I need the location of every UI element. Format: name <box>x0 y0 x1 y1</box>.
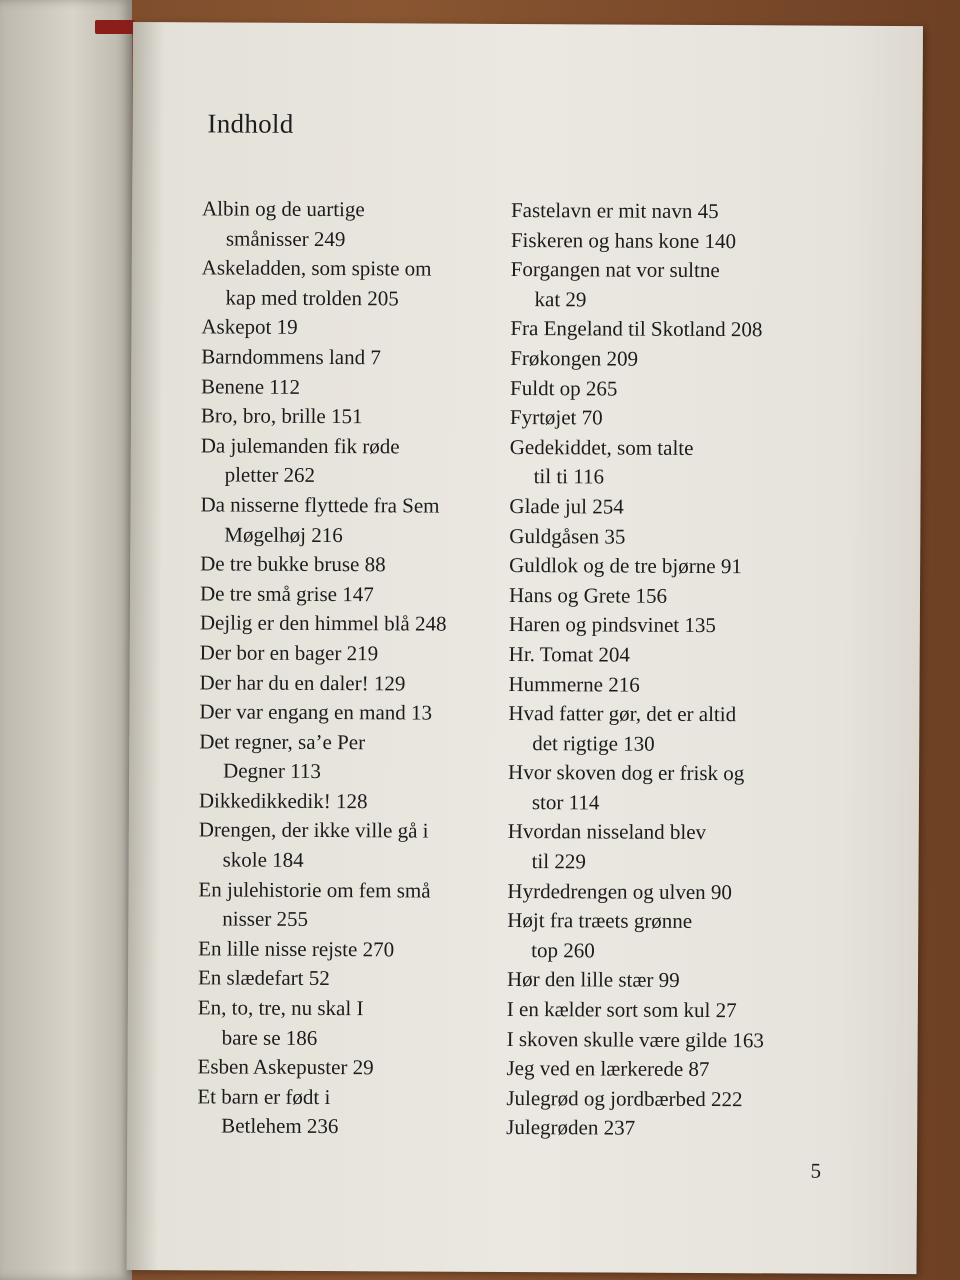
toc-entry <box>201 372 531 403</box>
toc-entry-line: En lille nisse rejste 270 <box>198 936 395 962</box>
toc-entry <box>201 431 531 492</box>
toc-entry-line: Albin og de uartige <box>201 196 365 222</box>
toc-entry-line: Guldgåsen 35 <box>509 523 626 549</box>
toc-entry <box>509 492 839 523</box>
toc-entry-line: Hvordan nisseland blev <box>507 819 707 845</box>
toc-entry <box>511 226 841 257</box>
toc-entry-line: Benene 112 <box>201 373 301 399</box>
toc-entry-line: Dejlig er den himmel blå 248 <box>199 610 447 636</box>
toc-entry <box>508 699 838 760</box>
toc-entry-line: Askeladden, som spiste om <box>201 255 432 281</box>
toc-entry <box>200 579 530 610</box>
toc-entry-line: Haren og pindsvinet 135 <box>508 612 716 638</box>
toc-entry <box>199 668 529 699</box>
toc-entry <box>511 196 841 227</box>
toc-entry <box>197 1053 527 1084</box>
toc-entry-line: En julehistorie om fem små <box>198 877 431 903</box>
toc-entry <box>508 669 838 700</box>
toc-right-column <box>506 196 841 1145</box>
toc-entry <box>202 194 532 255</box>
toc-entry <box>510 433 840 494</box>
toc-entry-line: Hyrdedrengen og ulven 90 <box>507 878 733 904</box>
toc-entry <box>509 640 839 671</box>
toc-entry-line: Et barn er født i <box>197 1084 331 1109</box>
toc-entry-line: Barndommens land 7 <box>201 344 381 370</box>
toc-entry <box>508 817 838 878</box>
toc-entry <box>198 934 528 965</box>
toc-entry <box>510 255 840 316</box>
toc-entry <box>508 758 838 819</box>
toc-entry <box>507 965 837 996</box>
toc-entry-continuation: til ti 116 <box>533 464 605 489</box>
toc-entry-line: I en kælder sort som kul 27 <box>506 997 737 1023</box>
toc-entry-line: De tre bukke bruse 88 <box>200 551 386 577</box>
toc-entry-line: Der var engang en mand 13 <box>199 699 433 725</box>
toc-entry <box>506 1113 836 1144</box>
toc-entry-continuation: top 260 <box>531 937 595 963</box>
toc-entry-continuation: til 229 <box>531 849 586 874</box>
toc-left-column <box>197 194 532 1143</box>
toc-entry <box>198 964 528 995</box>
toc-entry-line: Da julemanden fik røde <box>200 433 400 459</box>
toc-entry-line: Fra Engeland til Skotland 208 <box>510 316 763 342</box>
toc-entry-continuation: bare se 186 <box>221 1025 318 1050</box>
book-cover-edge <box>95 20 135 34</box>
toc-entry-line: Hvor skoven dog er frisk og <box>508 760 745 786</box>
toc-entry-line: Drengen, der ikke ville gå i <box>198 817 429 844</box>
toc-entry <box>510 344 840 375</box>
toc-entry <box>200 609 530 640</box>
toc-entry-line: Hr. Tomat 204 <box>508 641 630 667</box>
toc-entry-line: I skoven skulle være gilde 163 <box>506 1026 764 1052</box>
toc-entry-continuation: kap med trolden 205 <box>225 285 399 311</box>
toc-entry <box>200 490 530 551</box>
toc-entry <box>510 403 840 434</box>
toc-entry <box>509 522 839 553</box>
toc-entry-line: Forgangen nat vor sultne <box>510 257 720 283</box>
toc-entry-line: Jeg ved en lærkerede 87 <box>506 1056 710 1082</box>
toc-entry-line: Fyrtøjet 70 <box>509 405 603 430</box>
toc-entry-line: En, to, tre, nu skal I <box>197 995 364 1021</box>
toc-entry <box>198 875 528 936</box>
toc-entry-line: Gedekiddet, som talte <box>509 434 694 460</box>
toc-entry-line: De tre små grise 147 <box>199 581 374 606</box>
toc-entry-continuation: Møgelhøj 216 <box>224 522 343 547</box>
toc-entry <box>509 581 839 612</box>
toc-entry-line: Fuldt op 265 <box>510 375 618 401</box>
toc-entry-continuation: Betlehem 236 <box>221 1113 339 1139</box>
toc-entry-line: Fastelavn er mit navn 45 <box>510 197 719 224</box>
toc-entry <box>198 993 528 1054</box>
toc-entry <box>199 727 529 788</box>
toc-entry-continuation: det rigtige 130 <box>532 730 655 756</box>
page-number: 5 <box>810 1158 822 1183</box>
toc-entry-line: En slædefart 52 <box>197 965 330 991</box>
toc-entry <box>200 549 530 580</box>
toc-entry-continuation: Degner 113 <box>223 758 321 784</box>
facing-page-edge <box>0 0 132 1280</box>
toc-entry-line: Frøkongen 209 <box>510 345 639 371</box>
toc-entry-line: Hummerne 216 <box>508 671 640 697</box>
toc-entry-line: Julegrøden 237 <box>506 1115 636 1141</box>
toc-entry-line: Der har du en daler! 129 <box>199 669 406 695</box>
toc-entry-line: Esben Askepuster 29 <box>197 1054 374 1080</box>
toc-entry-line: Hør den lille stær 99 <box>506 967 680 993</box>
toc-entry <box>507 877 837 908</box>
toc-entry-line: Højt fra træets grønne <box>507 908 693 934</box>
toc-entry-continuation: nisser 255 <box>222 906 309 932</box>
toc-entry <box>507 906 837 967</box>
book-page <box>126 22 923 1274</box>
toc-entry-line: Julegrød og jordbærbed 222 <box>506 1085 743 1112</box>
toc-entry <box>197 1082 527 1143</box>
toc-entry-line: Da nisserne flyttede fra Sem <box>200 492 440 518</box>
toc-entry-line: Det regner, sa’e Per <box>199 729 366 754</box>
toc-entry-line: Hans og Grete 156 <box>508 582 668 608</box>
toc-entry <box>506 1054 836 1085</box>
toc-entry-continuation: smånisser 249 <box>225 226 346 251</box>
toc-entry-line: Askepot 19 <box>201 314 298 340</box>
toc-entry-line: Fiskeren og hans kone 140 <box>510 227 737 253</box>
toc-entry <box>199 697 529 728</box>
toc-entry <box>510 314 840 345</box>
toc-entry <box>510 374 840 405</box>
toc-entry <box>201 313 531 344</box>
toc-entry <box>507 995 837 1026</box>
toc-entry <box>199 786 529 817</box>
toc-entry-line: Glade jul 254 <box>509 493 624 519</box>
toc-entry <box>509 551 839 582</box>
toc-entry <box>199 816 529 877</box>
toc-entry <box>201 254 531 315</box>
toc-entry-line: Hvad fatter gør, det er altid <box>508 701 737 727</box>
toc-entry <box>201 402 531 433</box>
toc-entry-line: Guldlok og de tre bjørne 91 <box>509 553 742 579</box>
toc-entry-line: Der bor en bager 219 <box>199 640 379 666</box>
toc-entry <box>509 610 839 641</box>
toc-entry-continuation: kat 29 <box>534 286 587 312</box>
toc-entry-line: Dikkedikkedik! 128 <box>198 788 368 814</box>
toc-entry <box>507 1025 837 1056</box>
toc-entry-continuation: pletter 262 <box>224 462 316 488</box>
toc-entry-line: Bro, bro, brille 151 <box>200 403 363 429</box>
toc-entry-continuation: skole 184 <box>222 847 304 872</box>
toc-entry <box>506 1084 836 1115</box>
toc-entry <box>200 638 530 669</box>
page-title: Indhold <box>207 108 294 139</box>
toc-entry <box>201 342 531 373</box>
toc-entry-continuation: stor 114 <box>531 789 600 815</box>
